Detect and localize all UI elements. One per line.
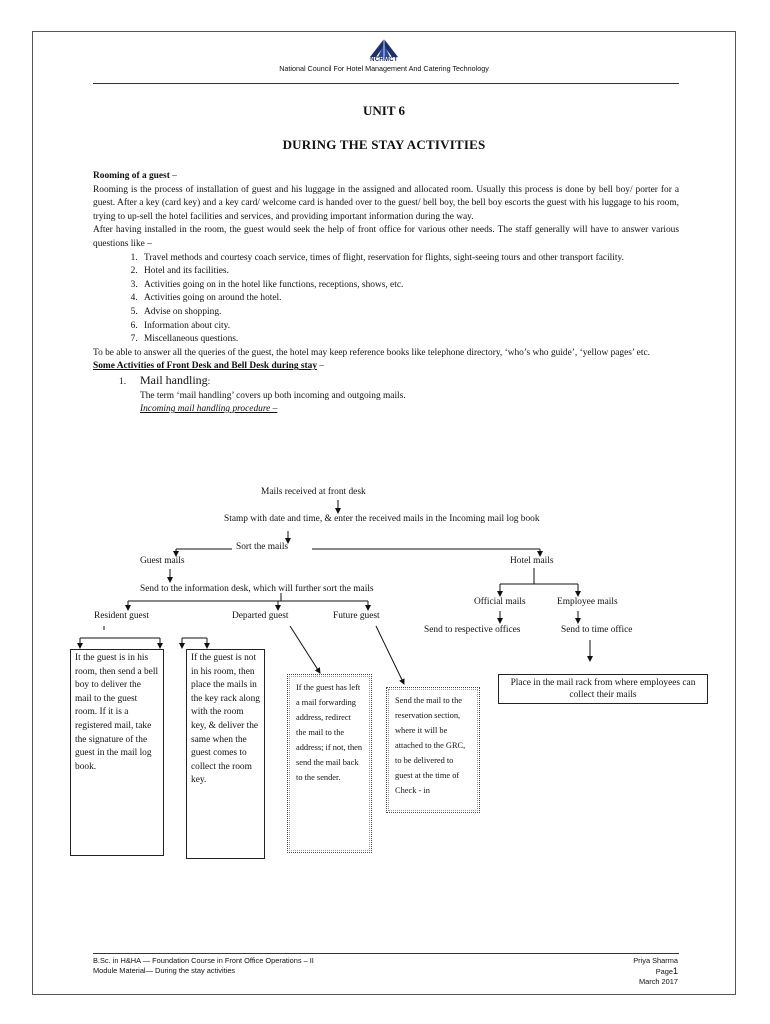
footer-course: B.Sc. in H&HA — Foundation Course in Front Office Operations – II	[93, 956, 314, 965]
footer-author: Priya Sharma	[633, 956, 678, 965]
flow-send-information-desk: Send to the information desk, which will further sort the mails	[140, 584, 374, 594]
footer-page	[633, 966, 678, 977]
flow-send-time-office: Send to time office	[561, 625, 633, 635]
flow-departed-guest: Departed guest	[232, 611, 289, 621]
footer-divider	[93, 953, 679, 954]
council-name: National Council For Hotel Management And Catering Technology	[279, 64, 489, 73]
mail-handling-description: The term ‘mail handling’ covers up both incoming and outgoing mails.	[140, 390, 406, 401]
flow-hotel-mails: Hotel mails	[510, 556, 554, 566]
list-item: 6. Information about city.	[140, 320, 679, 334]
flow-sort-mails: Sort the mails	[236, 542, 289, 552]
footer-date: March 2017	[638, 977, 678, 986]
rooming-paragraph-2: After having installed in the room, the guest would seek the help of front office for various other needs. The staff generally will have to answer various questions like –	[93, 225, 679, 249]
flow-send-respective-offices: Send to respective offices	[424, 625, 521, 635]
list-item: 1. Travel methods and courtesy coach service, times of flight, reservation for flights, sight-seeing tours and other transport facility.	[140, 252, 679, 266]
box-employee-mails: Place in the mail rack from where employees can collect their mails	[498, 674, 708, 704]
mail-handling-colon: :	[207, 376, 211, 387]
box-guest-not-in-room: If the guest is not in his room, then place the mails in the key rack along with the room key, & deliver the same when the guest comes to collect the room key.	[186, 649, 265, 859]
flow-official-mails: Official mails	[474, 597, 526, 607]
box-guest-in-room: It the guest is in his room, then send a bell boy to deliver the mail to the guest room. If it is a registered mail, take the signature of the guest in the mail log book.	[70, 649, 164, 856]
flow-future-guest: Future guest	[333, 611, 380, 621]
page-title: DURING THE STAY ACTIVITIES	[282, 137, 486, 152]
footer-left	[93, 956, 314, 976]
box-departed-guest: If the guest has left a mail forwarding address, redirect the mail to the address; if not, then send the mail back to the sender.	[287, 674, 372, 853]
footer-right	[633, 956, 678, 987]
flow-employee-mails: Employee mails	[557, 597, 618, 607]
page-number: 1	[672, 966, 678, 976]
unit-label: UNIT 6	[362, 103, 406, 118]
box-future-guest: Send the mail to the reservation section, where it will be attached to the GRC, to be delivered to guest at the time of Check - in	[386, 687, 480, 813]
procedure-label: Incoming mail handling procedure –	[140, 404, 278, 415]
rooming-heading-suffix: –	[169, 171, 177, 181]
list-item: 5. Advise on shopping.	[140, 306, 679, 320]
logo-text: NCHMCT	[370, 57, 398, 63]
footer-module: Module Material— During the stay activities	[93, 966, 236, 975]
list-item: 3. Activities going on in the hotel like functions, receptions, shows, etc.	[140, 279, 679, 293]
flow-stamp-step: Stamp with date and time, & enter the received mails in the Incoming mail log book	[224, 514, 540, 524]
activities-heading-text: Some Activities of Front Desk and Bell Desk during stay	[93, 361, 318, 372]
list-item: 4. Activities going on around the hotel.	[140, 292, 679, 306]
page-label: Page	[655, 967, 673, 976]
rooming-paragraph-3: To be able to answer all the queries of the guest, the hotel may keep reference books like telephone directory, ‘who’s who guide’, ‘yellow pages’ etc.	[93, 347, 650, 358]
flow-resident-guest: Resident guest	[94, 611, 149, 621]
item-number: 1.	[119, 376, 127, 387]
activities-heading-suffix: –	[317, 361, 325, 372]
flow-guest-mails: Guest mails	[140, 556, 185, 566]
list-item: 2. Hotel and its facilities.	[140, 265, 679, 279]
rooming-heading-text: Rooming of a guest	[93, 171, 170, 181]
rooming-paragraph-1: Rooming is the process of installation of guest and his luggage in the assigned and allocated room. Usually this process is done by bell boy/ porter for a guest. After a key (card key) and a key card/ welcome card is handed over to the guest/ bell boy, the bell boy escorts the guest with his luggage to his room, trying to up-sell the hotel facilities and services, and providing important information during the way.	[93, 184, 679, 222]
list-item: 7. Miscellaneous questions.	[140, 333, 679, 347]
mail-handling-title: Mail handling	[140, 372, 208, 387]
flow-mails-received: Mails received at front desk	[261, 487, 366, 497]
